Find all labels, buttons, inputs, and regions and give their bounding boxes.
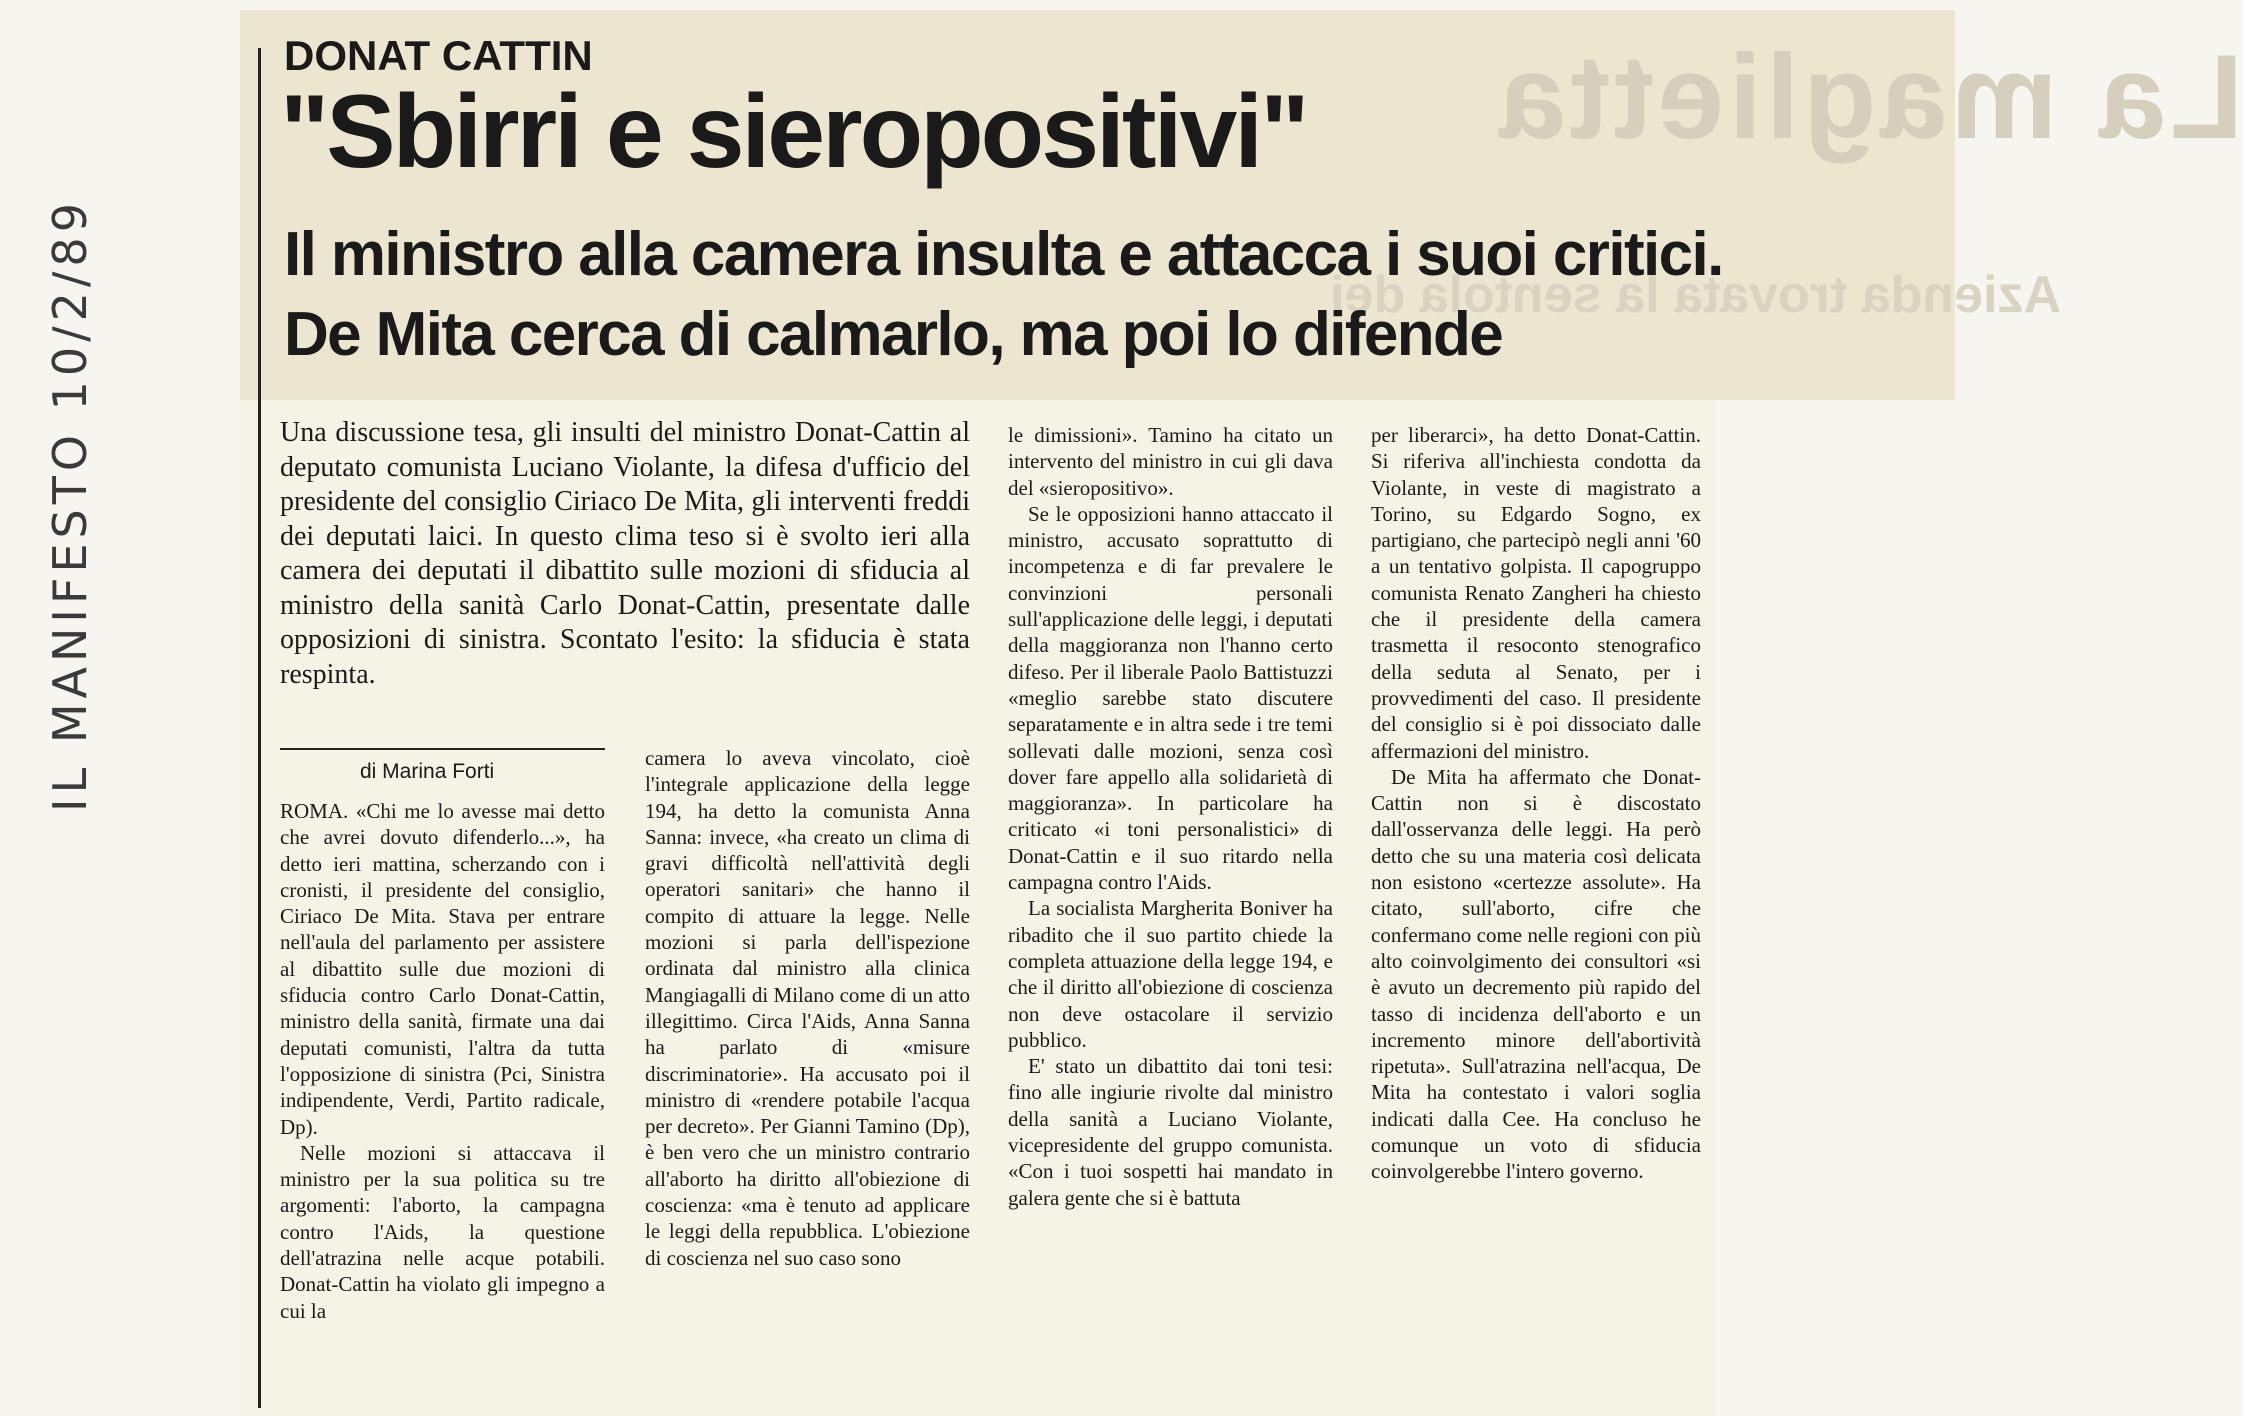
byline: di Marina Forti — [360, 760, 495, 783]
kicker: DONAT CATTIN — [284, 32, 593, 79]
margin-note-text: IL MANIFESTO 10/2/89 — [43, 198, 97, 812]
body-column-4 — [1371, 422, 1701, 1185]
body-column-1 — [280, 798, 605, 1324]
paragraph: le dimissioni». Tamino ha citato un intervento del ministro in cui gli dava del «sieropositivo». — [1008, 423, 1333, 500]
deck-line: De Mita cerca di calmarlo, ma poi lo difende — [284, 300, 1503, 369]
lead-paragraph: Una discussione tesa, gli insulti del ministro Donat-Cattin al deputato comunista Luciano Violante, la difesa d'ufficio del presidente del consiglio Ciriaco De Mita, gli interventi freddi dei deputati laici. In questo clima teso si è svolto ieri alla camera dei deputati il dibattito sulle mozioni di sfiducia al ministro della sanità Carlo Donat-Cattin, presentate dalle opposizioni di sinistra. Scontato l'esito: la sfiducia è stata respinta. — [280, 417, 970, 690]
bleed-through-text-2: Azienda trovata la sentola dei — [1330, 266, 2062, 324]
paragraph: per liberarci», ha detto Donat-Cattin. Si riferiva all'inchiesta condotta da Violante, in veste di magistrato a Torino, su Edgardo Sogno, ex partigiano, che partecipò negli anni '60 a un tentativo golpista. Il capogruppo comunista Renato Zangheri ha chiesto che il presidente della camera trasmetta il resoconto stenografico della seduta al Senato, per i provvedimenti del caso. Il presidente del consiglio si è poi dissociato dalle affermazioni del ministro. — [1371, 423, 1701, 763]
paragraph: camera lo aveva vincolato, cioè l'integrale applicazione della legge 194, ha detto la comunista Anna Sanna: invece, «ha creato un clima di gravi difficoltà nell'attività degli operatori sanitari» che hanno il compito di attuare la legge. Nelle mozioni si parla dell'ispezione ordinata dal ministro alla clinica Mangiagalli di Milano come di un atto illegittimo. Circa l'Aids, Anna Sanna ha parlato di «misure discriminatorie». Ha accusato poi il ministro di «rendere potabile l'acqua per decreto». Per Gianni Tamino (Dp), è ben vero che un ministro contrario all'aborto ha diritto all'obiezione di coscienza: «ma è tenuto ad applicare le leggi della repubblica. L'obiezione di coscienza nel suo caso sono — [645, 746, 970, 1270]
newspaper-clipping — [240, 10, 2243, 1416]
paragraph: La socialista Margherita Boniver ha ribadito che il suo partito chiede la completa attuazione della legge 194, e che il diritto all'obiezione di coscienza non deve ostacolare il servizio pubblico. — [1008, 896, 1333, 1052]
paragraph: Se le opposizioni hanno attaccato il ministro, accusato soprattutto di incompetenza e di far prevalere le convinzioni personali sull'applicazione delle leggi, i deputati della maggioranza non l'hanno certo difeso. Per il liberale Paolo Battistuzzi «meglio sarebbe stato discutere separatamente e in altra sede i tre temi sollevati dalle mozioni, senza così dover fare appello alla solidarietà di maggioranza». In particolare ha criticato «i toni personalistici» di Donat-Cattin e il suo ritardo nella campagna contro l'Aids. — [1008, 501, 1333, 895]
headline: "Sbirri e sieropositivi" — [280, 74, 1307, 190]
clipping-cutout-corner — [1715, 400, 1955, 1416]
deck-line: Il ministro alla camera insulta e attacca i suoi critici. — [284, 220, 1723, 289]
bleed-through-text: La maglietta — [1495, 30, 2243, 164]
deck — [284, 215, 1723, 375]
column-rule — [258, 48, 261, 1408]
byline-rule — [280, 748, 605, 750]
paragraph: Nelle mozioni si attaccava il ministro per la sua politica su tre argomenti: l'aborto, la campagna contro l'Aids, la questione dell'atrazina nelle acque potabili. Donat-Cattin ha violato gli impegno a cui la — [280, 1140, 605, 1323]
body-column-3 — [1008, 422, 1333, 1211]
paragraph: E' stato un dibattito dai toni tesi: fino alle ingiurie rivolte dal ministro della sanità a Luciano Violante, vicepresidente del gruppo comunista. «Con i tuoi sospetti hai mandato in galera gente che si è battuta — [1008, 1054, 1333, 1210]
paragraph: De Mita ha affermato che Donat-Cattin non si è discostato dall'osservanza delle leggi. Ha però detto che su una materia così delicata non esistono «certezze assolute». Ha citato, sull'aborto, cifre che confermano come nelle regioni con più alto coinvolgimento dei consultori «si è avuto un decremento più rapido del tasso di incidenza dell'aborto e un incremento minore dell'abortività ripetuta». Sull'atrazina nell'acqua, De Mita ha contestato i valori soglia indicati dalla Cee. Ha concluso he comunque un voto di sfiducia coinvolgerebbe l'intero governo. — [1371, 764, 1701, 1184]
body-column-2 — [645, 745, 970, 1271]
paragraph: ROMA. «Chi me lo avesse mai detto che avrei dovuto difenderlo...», ha detto ieri mattina, scherzando con i cronisti, il presidente del consiglio, Ciriaco De Mita. Stava per entrare nell'aula del parlamento per assistere al dibattito sulle due mozioni di sfiducia contro Carlo Donat-Cattin, ministro della sanità, firmate una dai deputati comunisti, l'altra da tutta l'opposizione di sinistra (Pci, Sinistra indipendente, Verdi, Partito radicale, Dp). — [280, 799, 605, 1139]
handwritten-margin-note — [25, 185, 115, 825]
